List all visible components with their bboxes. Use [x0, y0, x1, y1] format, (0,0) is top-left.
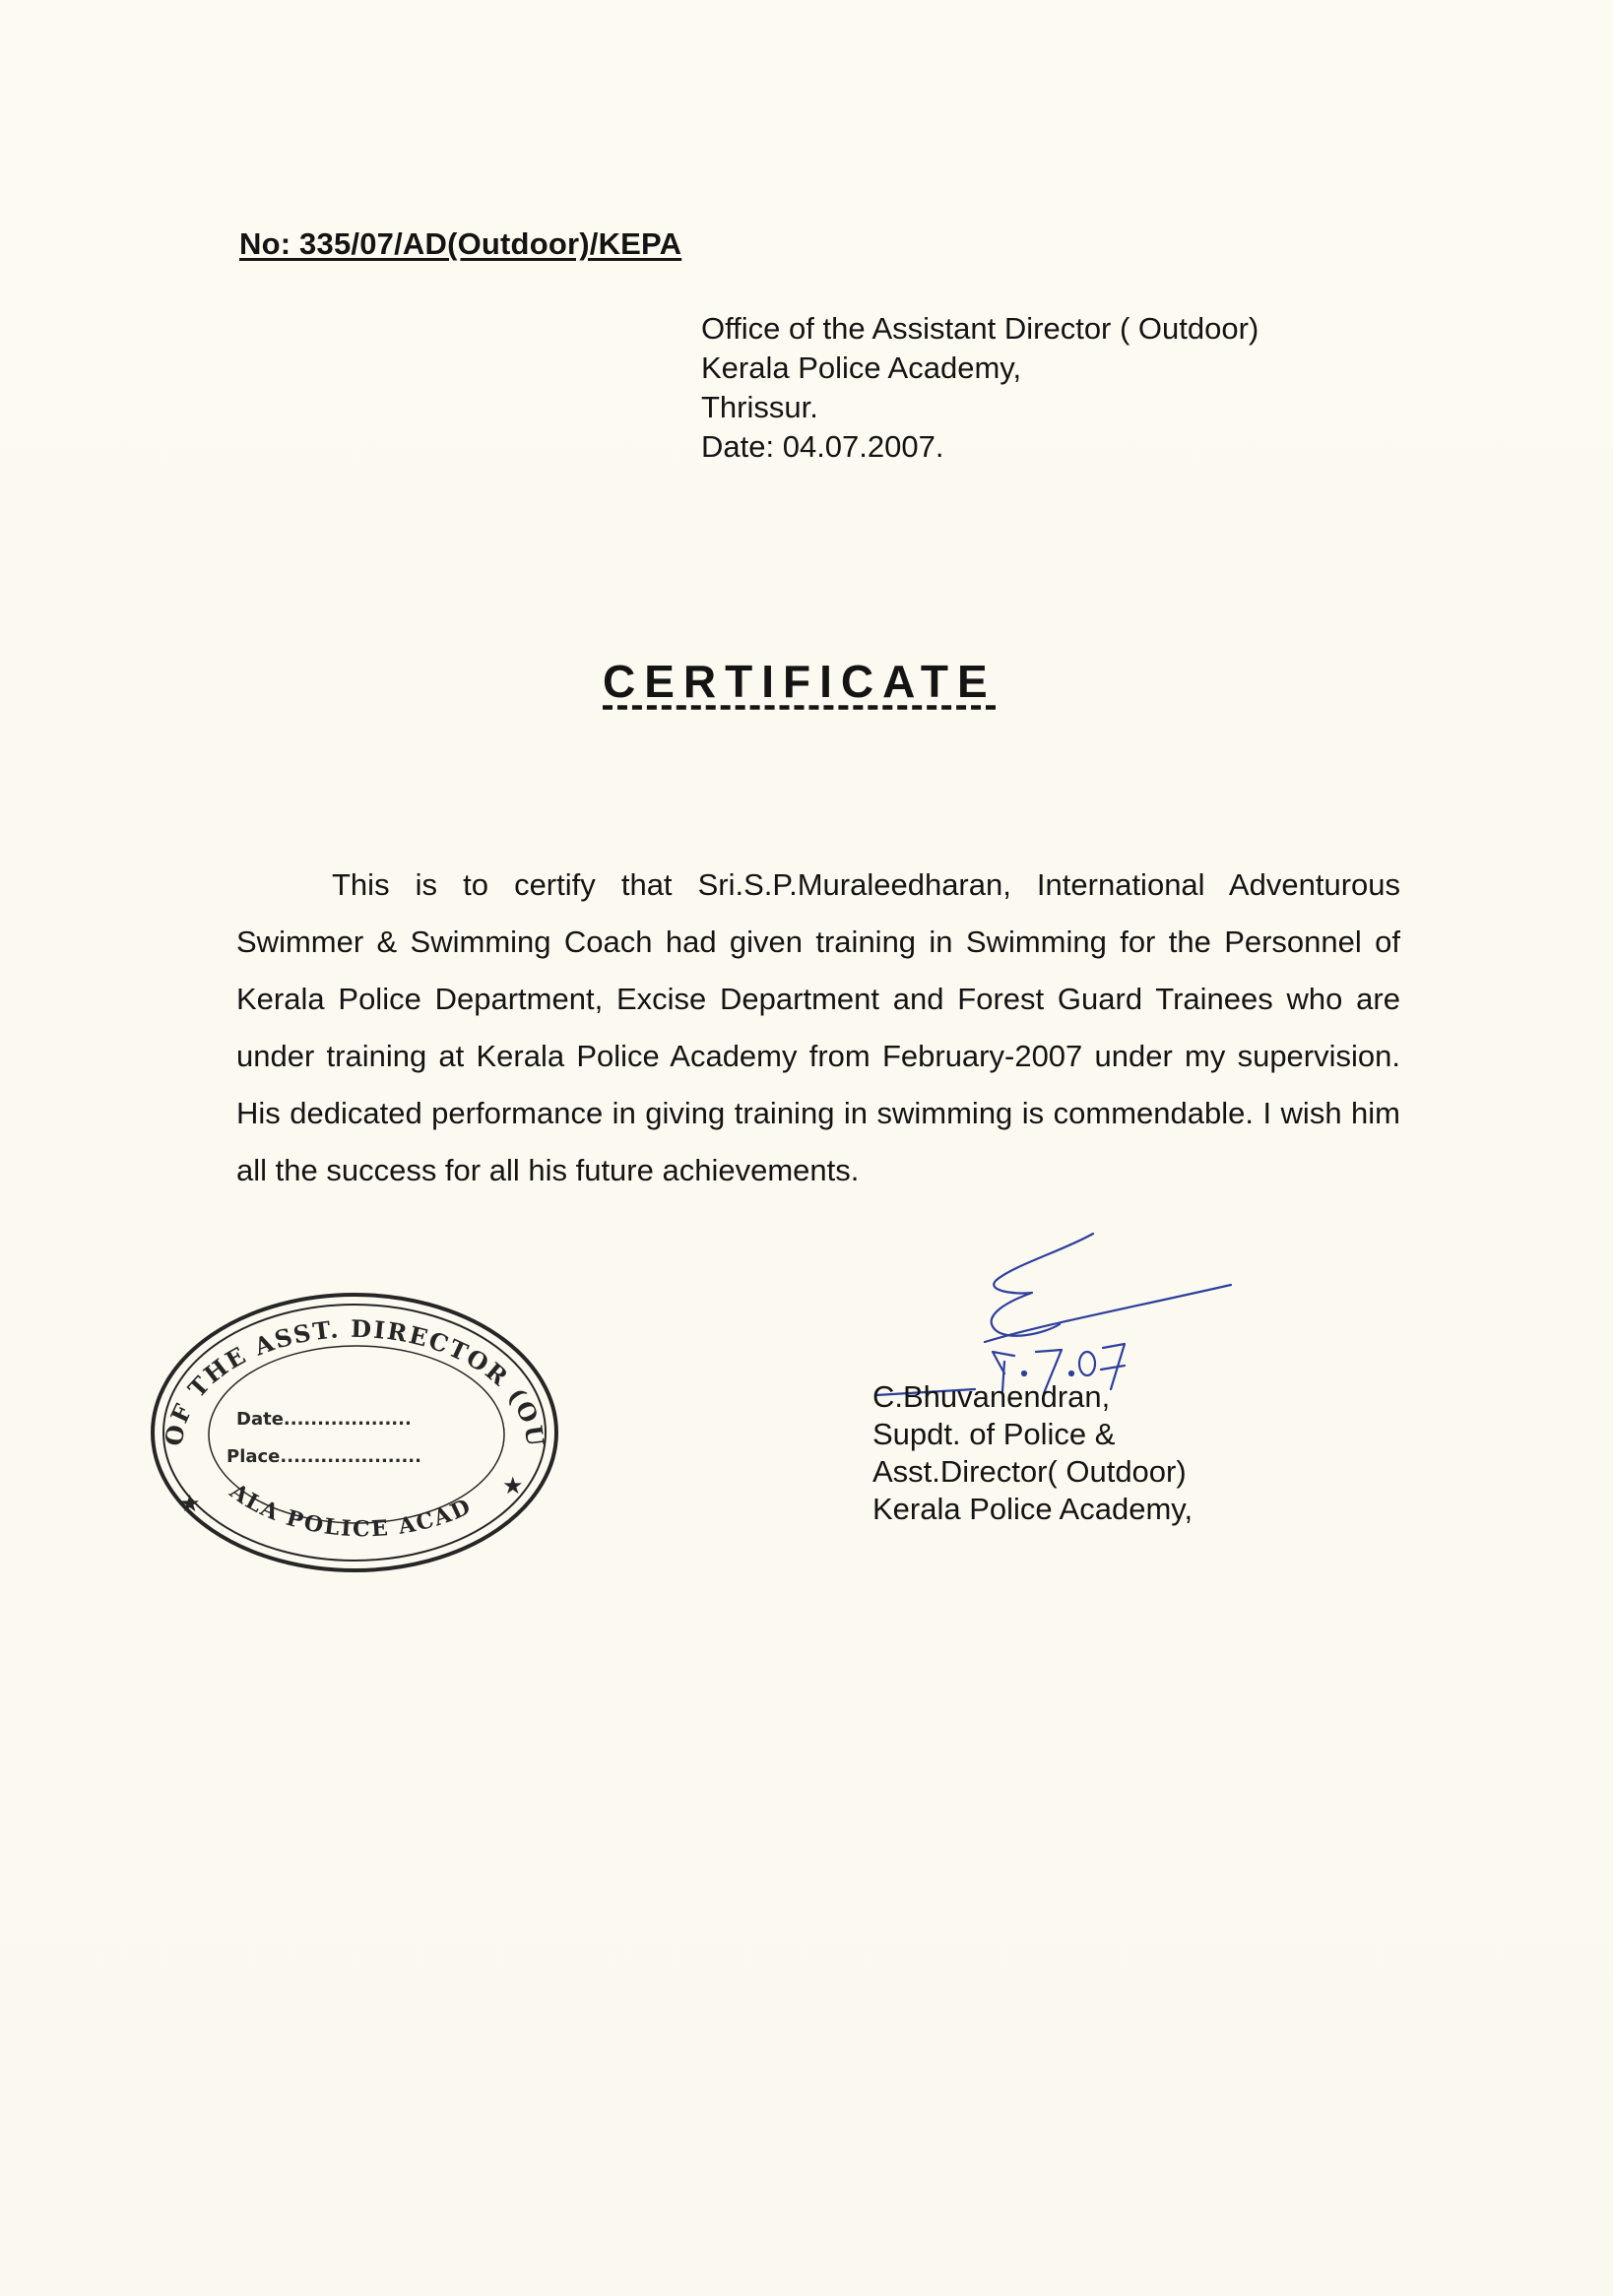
signatory-organisation: Kerala Police Academy, [872, 1492, 1194, 1526]
office-address-block [701, 309, 1258, 467]
office-seal-stamp [138, 1285, 561, 1580]
seal-date-field: Date................... [236, 1409, 412, 1430]
seal-star-right-icon: ★ [502, 1473, 524, 1499]
seal-place-field: Place..................... [226, 1446, 421, 1467]
signatory-designation-2: Asst.Director( Outdoor) [872, 1454, 1187, 1489]
seal-bottom-text: ALA POLICE ACAD [225, 1478, 477, 1543]
signatory-block [872, 1378, 1193, 1528]
office-city: Thrissur. [701, 390, 818, 424]
office-date: Date: 04.07.2007. [701, 429, 944, 464]
seal-star-left-icon: ★ [179, 1491, 201, 1517]
signatory-name: C.Bhuvanendran, [872, 1379, 1111, 1414]
signatory-designation: Supdt. of Police & [872, 1417, 1116, 1451]
office-name: Office of the Assistant Director ( Outdoor) [701, 311, 1259, 346]
seal-top-text: OF THE ASST. DIRECTOR (OU [159, 1313, 550, 1450]
seal-outline [138, 1285, 561, 1580]
certificate-body: This is to certify that Sri.S.P.Muraleedharan, International Adventurous Swimmer & Swimming Coach had given training in Swimming for the Personnel of Kerala Police Department, Excise Department and Forest Guard Trainees who are under training at Kerala Police Academy from February-2007 under my supervision. His dedicated performance in giving training in swimming is commendable. I wish him all the success for all his future achievements. [236, 867, 1400, 1187]
reference-number: No: 335/07/AD(Outdoor)/KEPA [239, 226, 682, 261]
certificate-title: CERTIFICATE [603, 656, 997, 707]
office-academy: Kerala Police Academy, [701, 351, 1022, 385]
handwritten-signature [867, 1213, 1241, 1403]
signature-date: 4.7.07 [867, 1213, 911, 1230]
